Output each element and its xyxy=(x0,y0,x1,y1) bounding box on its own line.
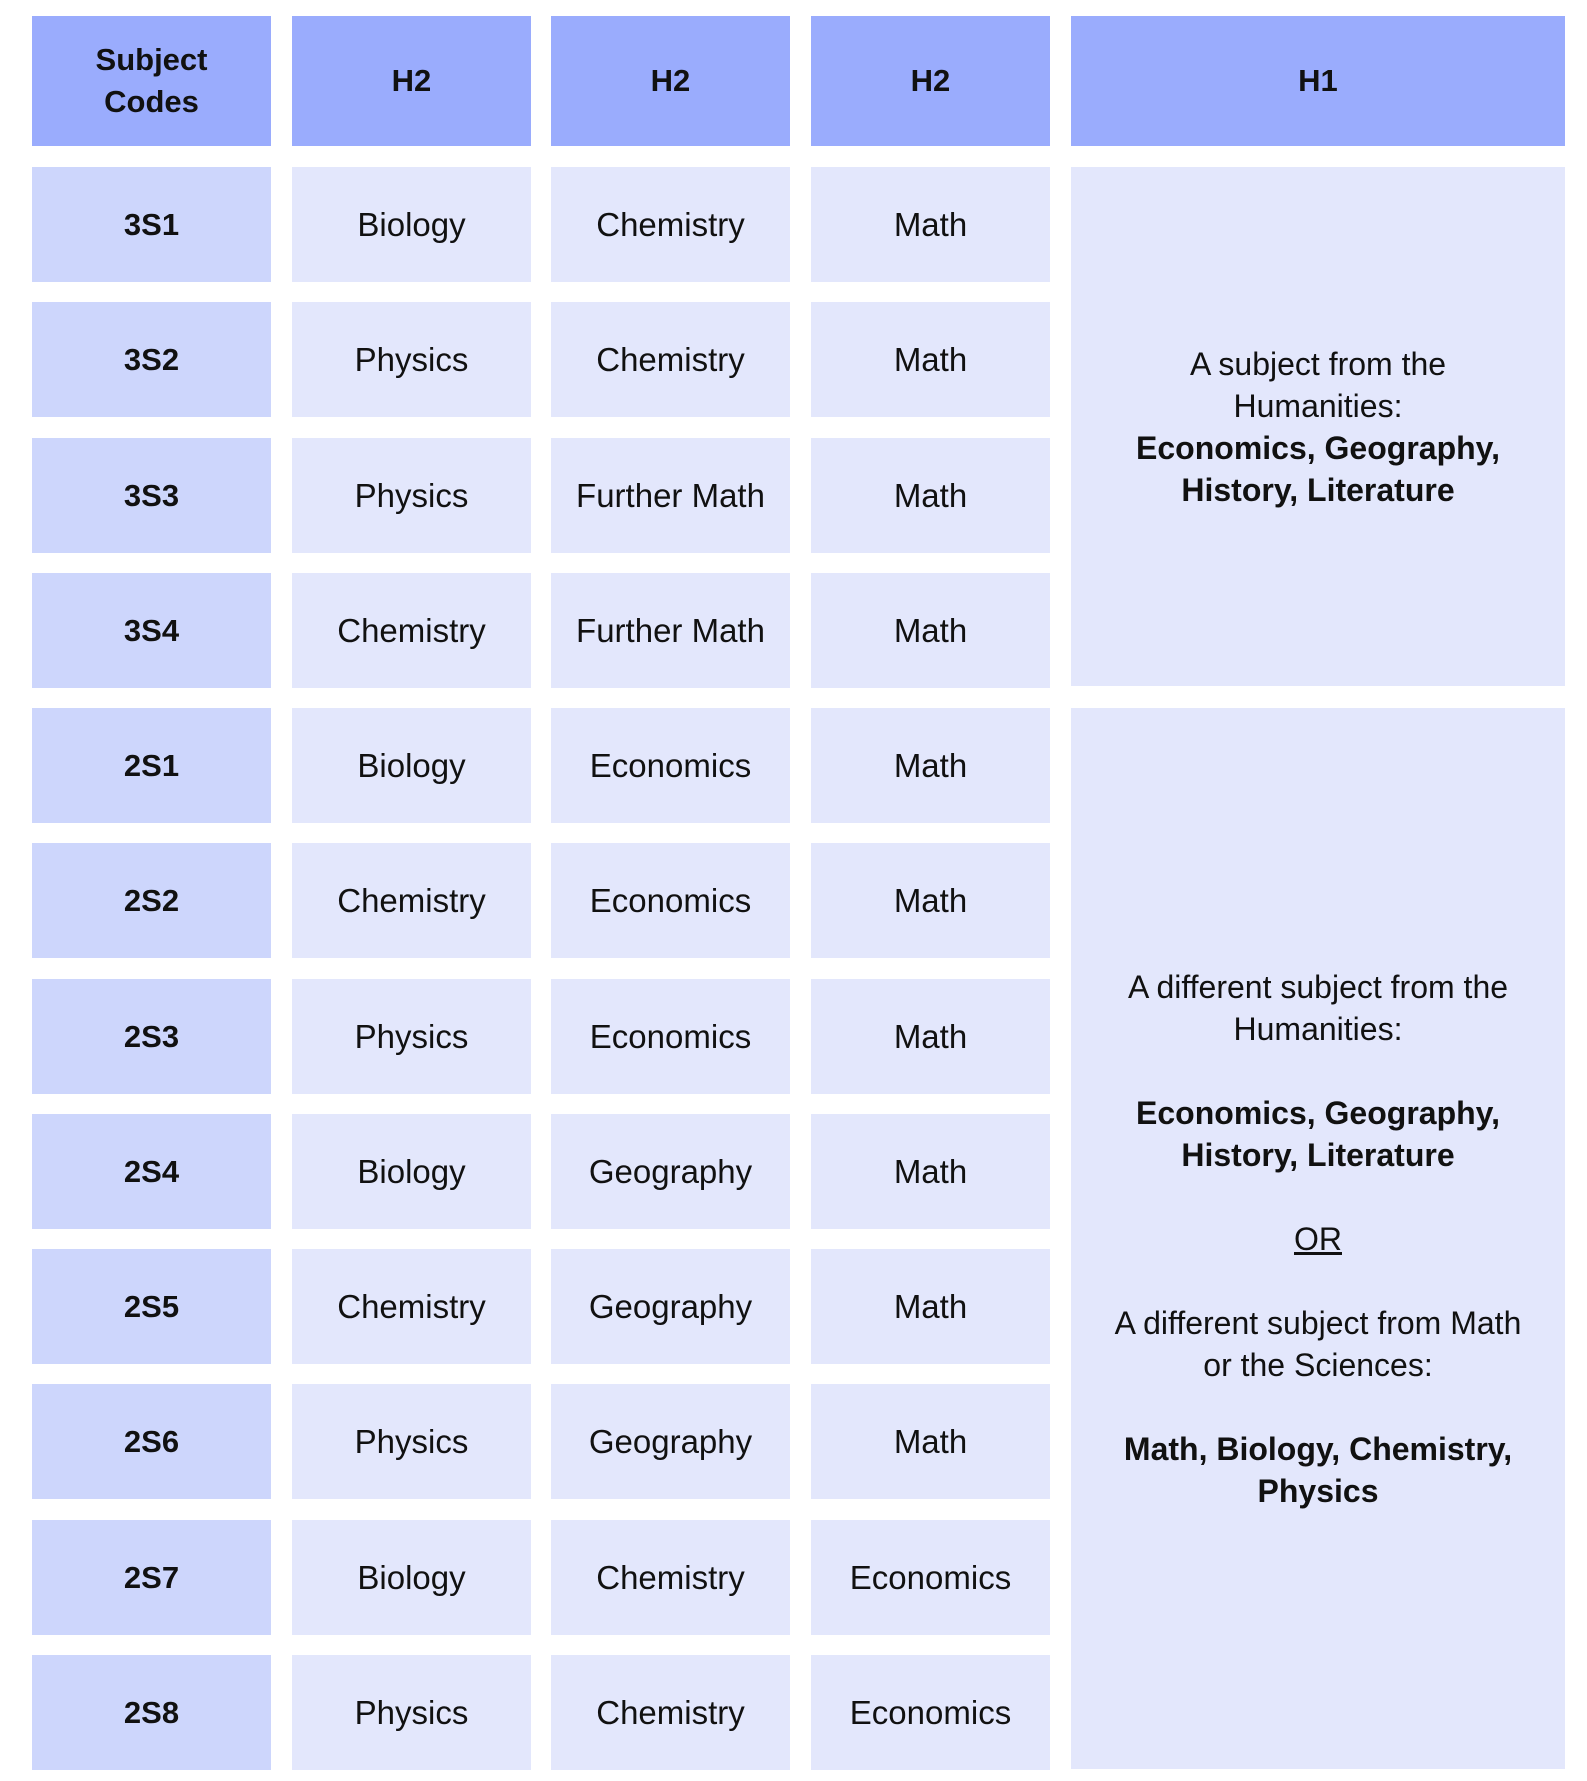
h2-subject-cell: Chemistry xyxy=(292,1249,531,1364)
h1-or-text: OR xyxy=(1294,1220,1342,1257)
subject-code-cell: 2S3 xyxy=(32,979,271,1094)
h2-subject-cell: Math xyxy=(811,1114,1050,1229)
subject-code-cell: 2S6 xyxy=(32,1384,271,1499)
subject-code-cell: 3S3 xyxy=(32,438,271,553)
h2-subject-cell: Chemistry xyxy=(551,302,790,417)
h2-subject-cell: Biology xyxy=(292,1114,531,1229)
h2-subject-cell: Economics xyxy=(551,843,790,958)
subject-code-cell: 2S7 xyxy=(32,1520,271,1635)
h2-subject-cell: Math xyxy=(811,979,1050,1094)
subject-code-cell: 2S5 xyxy=(32,1249,271,1364)
h1-humanities-line2: History, Literature xyxy=(1181,471,1455,508)
h2-subject-cell: Math xyxy=(811,843,1050,958)
subject-code-cell: 3S4 xyxy=(32,573,271,688)
h2-subject-cell: Physics xyxy=(292,1655,531,1770)
h2-subject-cell: Chemistry xyxy=(551,167,790,282)
h2-subject-cell: Chemistry xyxy=(551,1520,790,1635)
h2-subject-cell: Physics xyxy=(292,302,531,417)
h2-subject-cell: Physics xyxy=(292,979,531,1094)
header-h2-first: H2 xyxy=(292,16,531,146)
subject-code-cell: 2S2 xyxy=(32,843,271,958)
subject-code-cell: 2S8 xyxy=(32,1655,271,1770)
h1-three-science-cell xyxy=(1071,167,1565,686)
h2-subject-cell: Further Math xyxy=(551,438,790,553)
h2-subject-cell: Physics xyxy=(292,438,531,553)
h2-subject-cell: Biology xyxy=(292,1520,531,1635)
h1-intro-line1: A subject from the xyxy=(1189,345,1447,382)
header-subject-codes: Subject Codes xyxy=(32,16,271,146)
h1-alt-line2: or the Sciences: xyxy=(1203,1346,1433,1383)
h1-sciences-line1: Math, Biology, Chemistry, xyxy=(1123,1430,1513,1467)
subject-code-cell: 2S1 xyxy=(32,708,271,823)
h2-subject-cell: Physics xyxy=(292,1384,531,1499)
subject-code-cell: 3S2 xyxy=(32,302,271,417)
header-h2-second: H2 xyxy=(551,16,790,146)
h2-subject-cell: Chemistry xyxy=(292,573,531,688)
h2-subject-cell: Chemistry xyxy=(292,843,531,958)
h1-intro-line2: Humanities: xyxy=(1233,387,1403,424)
h2-subject-cell: Geography xyxy=(551,1384,790,1499)
h2-subject-cell: Geography xyxy=(551,1114,790,1229)
subject-code-cell: 2S4 xyxy=(32,1114,271,1229)
h1-humanities-line1: Economics, Geography, xyxy=(1136,429,1500,466)
h2-subject-cell: Math xyxy=(811,302,1050,417)
h2-subject-cell: Economics xyxy=(811,1655,1050,1770)
header-h2-third: H2 xyxy=(811,16,1050,146)
h1-two-science-cell xyxy=(1071,708,1565,1769)
h2-subject-cell: Math xyxy=(811,1384,1050,1499)
h1-humanities-line2: History, Literature xyxy=(1181,1136,1455,1173)
h2-subject-cell: Math xyxy=(811,1249,1050,1364)
h2-subject-cell: Economics xyxy=(811,1520,1050,1635)
h2-subject-cell: Further Math xyxy=(551,573,790,688)
h2-subject-cell: Math xyxy=(811,167,1050,282)
h1-sciences-line2: Physics xyxy=(1257,1472,1379,1509)
h1-intro-line2: Humanities: xyxy=(1233,1010,1403,1047)
h2-subject-cell: Biology xyxy=(292,708,531,823)
h1-alt-line1: A different subject from Math xyxy=(1114,1304,1522,1341)
h2-subject-cell: Economics xyxy=(551,708,790,823)
h2-subject-cell: Biology xyxy=(292,167,531,282)
h2-subject-cell: Math xyxy=(811,708,1050,823)
subject-code-cell: 3S1 xyxy=(32,167,271,282)
h2-subject-cell: Chemistry xyxy=(551,1655,790,1770)
h2-subject-cell: Geography xyxy=(551,1249,790,1364)
h1-intro-line1: A different subject from the xyxy=(1127,968,1509,1005)
h2-subject-cell: Math xyxy=(811,573,1050,688)
header-h1: H1 xyxy=(1071,16,1565,146)
h2-subject-cell: Economics xyxy=(551,979,790,1094)
h2-subject-cell: Math xyxy=(811,438,1050,553)
h1-humanities-line1: Economics, Geography, xyxy=(1136,1094,1500,1131)
